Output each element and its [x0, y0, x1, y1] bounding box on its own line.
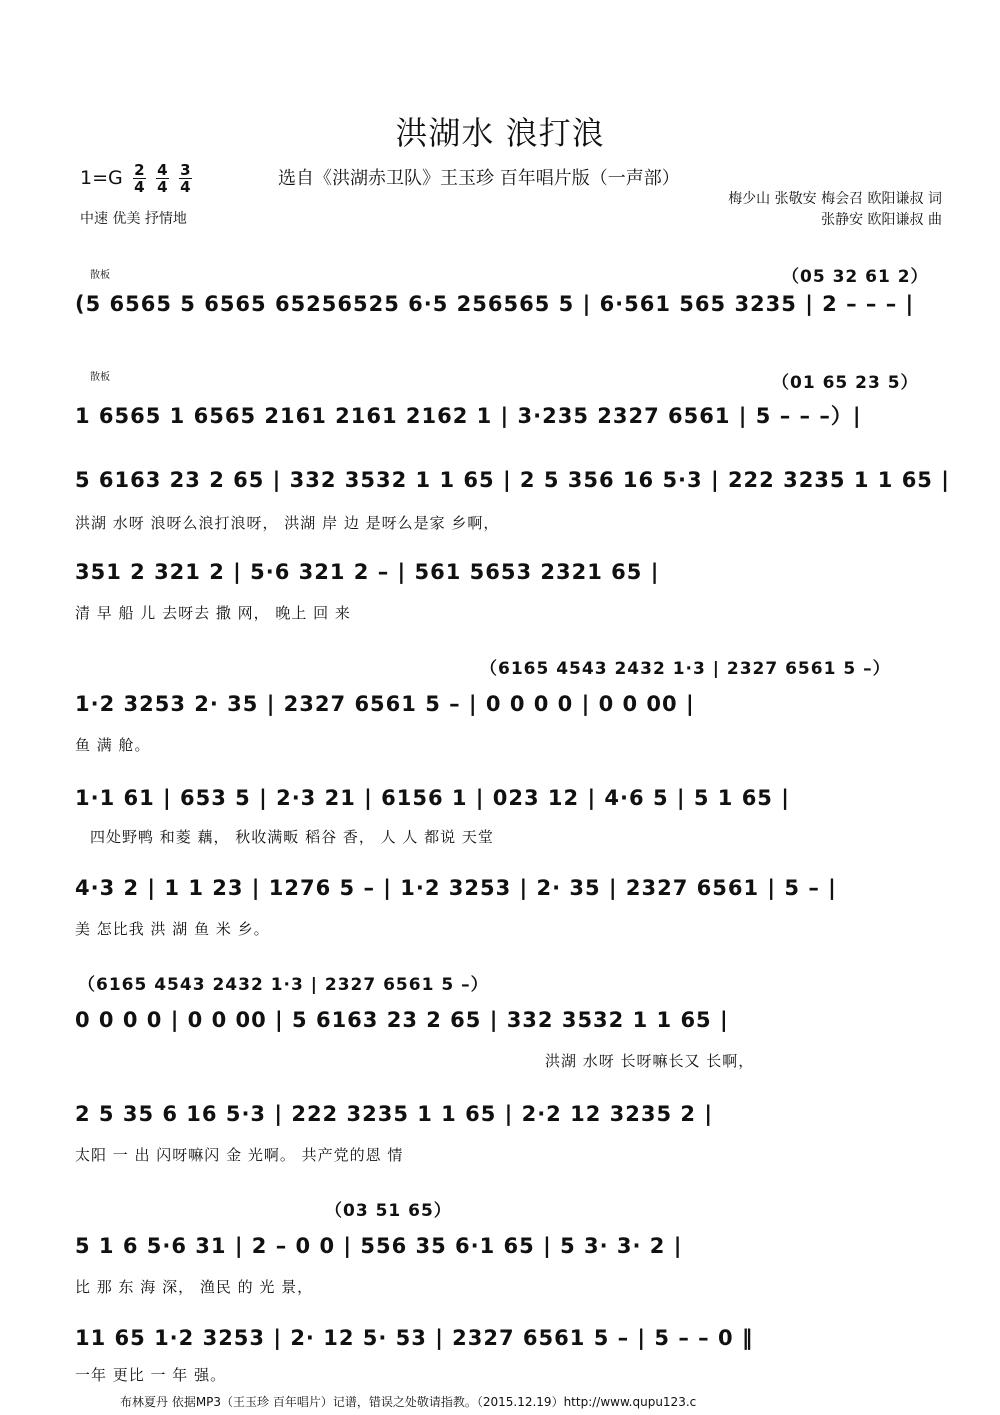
staff-system-6: [70, 786, 950, 856]
lyric-line: 比 那 东 海 深， 渔民 的 光 景，: [75, 1278, 314, 1296]
free-tempo-marker: 散板: [90, 372, 110, 383]
lyric-line: 洪湖 水呀 长呀嘛长又 长啊，: [545, 1052, 755, 1070]
notation-line: 351 2 321 2 | 5·6 321 2 – | 561 5653 2321 65 |: [75, 560, 660, 584]
notation-line: 0 0 0 0 | 0 0 00 | 5 6163 23 2 65 | 332 3532 1 1 65 |: [75, 1008, 729, 1032]
lyric-line: 洪湖 水呀 浪呀么浪打浪呀， 洪湖 岸 边 是呀么是家 乡啊，: [75, 514, 500, 532]
intro-phrase: （05 32 61 2）: [782, 267, 929, 287]
key-prefix: 1=G: [80, 167, 123, 189]
lyric-line: 一年 更比 一 年 强。: [75, 1366, 227, 1384]
lyric-line: 四处野鸭 和菱 藕， 秋收满畈 稻谷 香， 人 人 都说 天堂: [90, 828, 494, 846]
meter-1: $\frac{4}{4}$: [157, 161, 168, 196]
intro-phrase: （01 65 23 5）: [772, 373, 919, 393]
footer-note: 布林夏丹 依据MP3（王玉珍 百年唱片）记谱，错误之处敬请指教。（2015.12.19）http://www.qupu123.c: [120, 1395, 697, 1409]
meter-2: $\frac{3}{4}$: [180, 161, 191, 196]
page-title: 洪湖水 浪打浪: [395, 114, 605, 152]
notation-line: 11 65 1·2 3253 | 2· 12 5· 53 | 2327 6561 5 – | 5 – – 0 ‖: [75, 1326, 754, 1350]
notation-line: (5 6565 5 6565 65256525 6·5 256565 5 | 6·561 565 3235 | 2 – – – |: [75, 292, 915, 316]
notation-line: 4·3 2 | 1 1 23 | 1276 5 – | 1·2 3253 | 2· 35 | 2327 6561 | 5 – |: [75, 876, 837, 900]
staff-system-7: [70, 876, 950, 946]
staff-system-2: [70, 368, 950, 438]
staff-system-10: [70, 1196, 950, 1296]
key-signature: [80, 162, 192, 195]
notation-line: 1·2 3253 2· 35 | 2327 6561 5 – | 0 0 0 0 | 0 0 00 |: [75, 692, 695, 716]
lyric-line: 太阳 一 出 闪呀嘛闪 金 光啊。 共产党的恩 情: [75, 1146, 404, 1164]
lyric-line: 清 早 船 儿 去呀去 撒 网， 晚上 回 来: [75, 604, 351, 622]
tempo-marking: 中速 优美 抒情地: [80, 211, 187, 227]
free-tempo-marker: 散板: [90, 270, 110, 281]
notation-line: 1·1 61 | 653 5 | 2·3 21 | 6156 1 | 023 12 | 4·6 5 | 5 1 65 |: [75, 786, 790, 810]
notation-line: 5 6163 23 2 65 | 332 3532 1 1 65 | 2 5 356 16 5·3 | 222 3235 1 1 65 |: [75, 468, 950, 492]
staff-system-9: [70, 1102, 950, 1172]
staff-system-3: [70, 468, 950, 538]
staff-system-1: [70, 262, 950, 332]
staff-system-4: [70, 560, 950, 630]
subtitle: 选自《洪湖赤卫队》王玉珍 百年唱片版（一声部）: [278, 168, 680, 189]
notation-line: 1 6565 1 6565 2161 2161 2162 1 | 3·235 2327 6561 | 5 – – –）|: [75, 404, 862, 428]
intro-phrase: （03 51 65）: [325, 1201, 452, 1221]
lyric-line: 美 怎比我 洪 湖 鱼 米 乡。: [75, 920, 270, 938]
lyricist-credit: 梅少山 张敬安 梅会召 欧阳谦叔 词: [728, 191, 942, 207]
meter-0: $\frac{2}{4}$: [134, 161, 145, 196]
staff-system-11: [70, 1326, 950, 1396]
notation-line: 5 1 6 5·6 31 | 2 – 0 0 | 556 35 6·1 65 | 5 3· 3· 2 |: [75, 1234, 683, 1258]
composer-credit: 张静安 欧阳谦叔 曲: [821, 212, 942, 228]
notation-line: 2 5 35 6 16 5·3 | 222 3235 1 1 65 | 2·2 12 3235 2 |: [75, 1102, 713, 1126]
staff-system-8: [70, 970, 950, 1070]
staff-system-5: [70, 654, 950, 754]
intro-phrase: （6165 4543 2432 1·3 | 2327 6561 5 –）: [480, 659, 891, 679]
intro-phrase: （6165 4543 2432 1·3 | 2327 6561 5 –）: [78, 975, 489, 995]
lyric-line: 鱼 满 舱。: [75, 736, 151, 754]
